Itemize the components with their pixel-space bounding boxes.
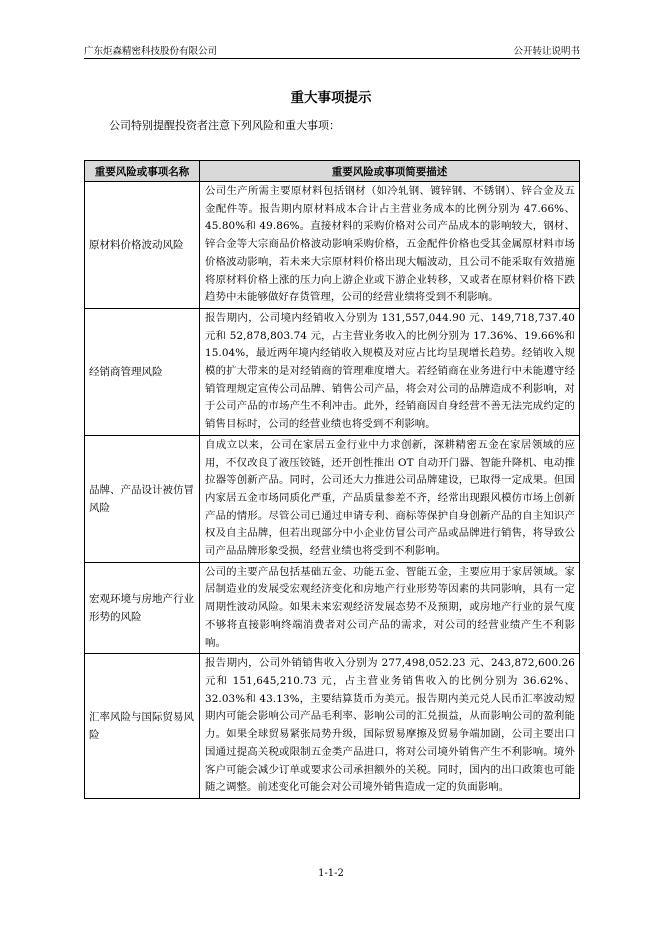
table-row [85, 435, 580, 562]
table-row [85, 308, 580, 435]
risk-name: 经销商管理风险 [85, 308, 200, 435]
table-row [85, 182, 580, 309]
table-header-row [85, 161, 580, 182]
page-number: 1-1-2 [318, 868, 344, 879]
risk-description: 公司的主要产品包括基础五金、功能五金、智能五金，主要应用于家居领域。家居制造业的发展受宏观经济变化和房地产行业形势等因素的共同影响，具有一定周期性波动风险。如果未来宏观经济发展态势不及预期，或房地产行业的景气度不够将直接影响终端消费者对公司产品的需求，对公司的经营业绩产生不利影响。 [200, 562, 580, 654]
risk-name: 汇率风险与国际贸易风险 [85, 654, 200, 799]
risk-description: 公司生产所需主要原材料包括钢材（如冷轧钢、镀锌钢、不锈钢）、锌合金及五金配件等。报告期内原材料成本合计占主营业务成本的比例分别为 47.66%、45.80%和 49.86%。直接材料的采购价格对公司产品成本的影响较大，钢材、锌合金等大宗商品价格波动影响采购价格，五金配件价格也受其金属原材料市场价格波动影响，若未来大宗原材料价格出现大幅波动，且公司不能采取有效措施将原材料价格上涨的压力向上游企业或下游企业转移，又或者在原材料价格下跌趋势中未能够做好存货管理，公司的经营业绩将受到不利影响。 [200, 182, 580, 309]
table-row [85, 654, 580, 799]
risk-description: 报告期内，公司外销销售收入分别为 277,498,052.23 元、243,872,600.26 元和 151,645,210.73 元，占主营业务销售收入的比例分别为 36.62%、32.03%和 43.13%，主要结算货币为美元。报告期内美元兑人民币汇率波动短期内可能会影响公司产品毛利率、影响公司的汇兑损益，从而影响公司的盈利能力。如果全球贸易紧张局势升级，国际贸易摩擦及贸易争端加剧，公司主要出口国通过提高关税或限制五金类产品进口，将对公司境外销售产生不利影响。境外客户可能会减少订单或要求公司承担额外的关税。同时，国内的出口政策也可能随之调整。前述变化可能会对公司境外销售造成一定的负面影响。 [200, 654, 580, 799]
risk-description: 报告期内，公司境内经销收入分别为 131,557,044.90 元、149,718,737.40 元和 52,878,803.74 元，占主营业务收入的比例分别为 17.36%、19.66%和 15.04%，最近两年境内经销收入规模及对应占比均呈现增长趋势。经销收入规模的扩大带来的是对经销商的管理难度增大。若经销商在业务进行中未能遵守经销管理规定宣传公司品牌、销售公司产品，将会对公司的品牌造成不利影响，对于公司产品的市场产生不利冲击。此外，经销商因自身经营不善无法完成约定的销售目标时，公司的经营业绩也将受到不利影响。 [200, 308, 580, 435]
risk-name: 品牌、产品设计被仿冒风险 [85, 435, 200, 562]
header-document-title: 公开转让说明书 [513, 46, 580, 57]
page-title: 重大事项提示 [290, 90, 372, 106]
column-header-description: 重要风险或事项简要描述 [200, 161, 580, 182]
column-header-name: 重要风险或事项名称 [85, 161, 200, 182]
risk-name: 宏观环境与房地产行业形势的风险 [85, 562, 200, 654]
page-header [84, 40, 580, 59]
risk-table [84, 160, 580, 799]
risk-name: 原材料价格波动风险 [85, 182, 200, 309]
header-company-name: 广东炬森精密科技股份有限公司 [84, 46, 218, 57]
table-row [85, 562, 580, 654]
risk-description: 自成立以来，公司在家居五金行业中力求创新，深耕精密五金在家居领域的应用，不仅改良了液压铰链，还开创性推出 OT 自动开门器、智能升降机、电动推拉器等创新产品。同时，公司还大力推进公司品牌建设，已取得一定成果。但国内家居五金市场同质化严重，产品质量参差不齐，经常出现跟风模仿市场上创新产品的情形。尽管公司已通过申请专利、商标等保护自身创新产品的自主知识产权及自主品牌，但若出现部分中小企业仿冒公司产品或品牌进行销售，将导致公司产品品牌形象受损，经营业绩也将受到不利影响。 [200, 435, 580, 562]
intro-text: 公司特别提醒投资者注意下列风险和重大事项： [109, 119, 340, 132]
